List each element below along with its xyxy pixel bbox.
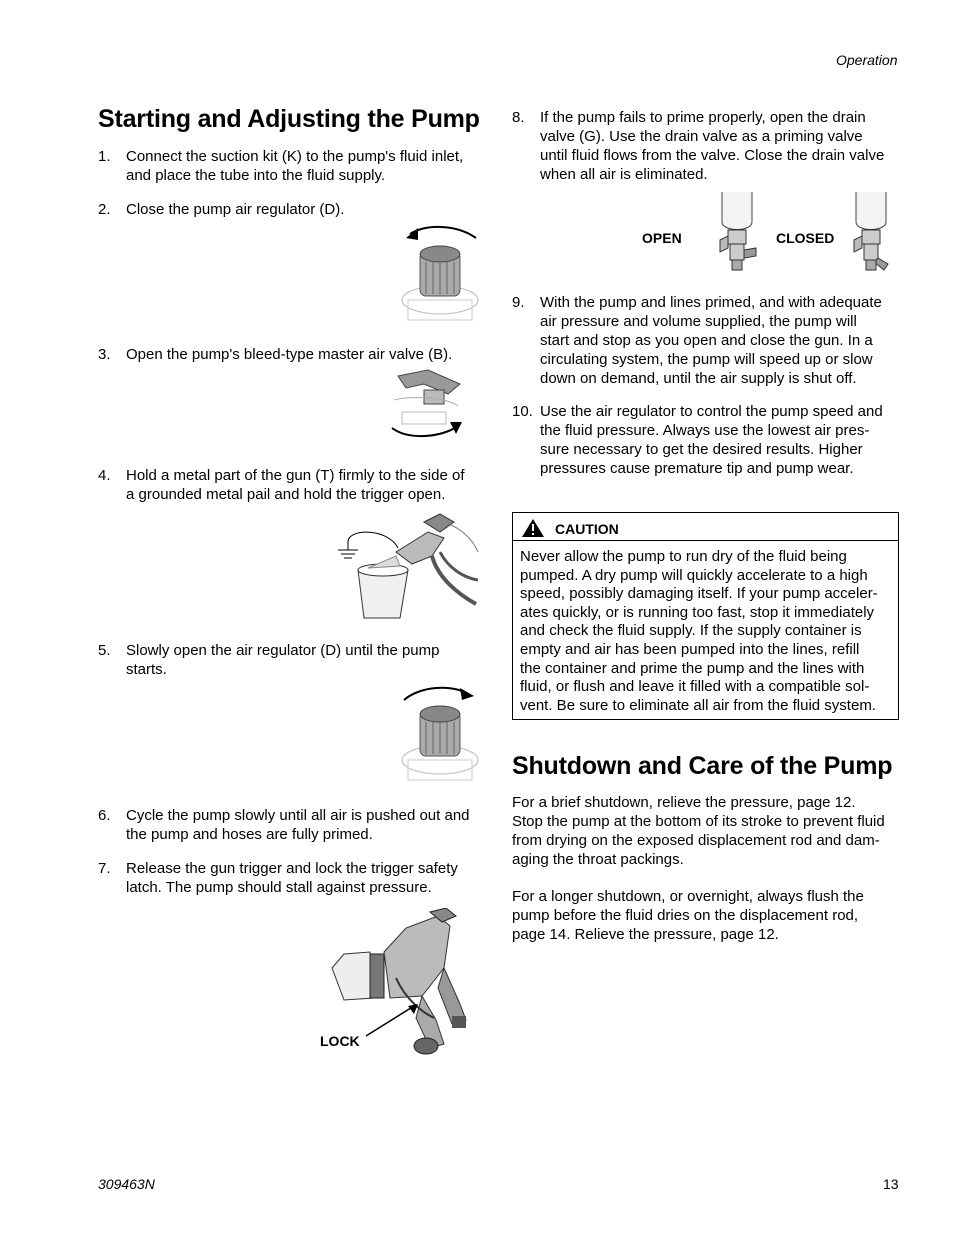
step-text-line: latch. The pump should stall against pressure. (126, 879, 432, 896)
step-text-line: pressures cause premature tip and pump wear. (540, 460, 854, 477)
step-text-line: and place the tube into the fluid supply. (126, 167, 386, 184)
step-text-line: Hold a metal part of the gun (T) firmly to the side of (126, 467, 465, 484)
section-title-shutdown: Shutdown and Care of the Pump (512, 752, 893, 780)
step-text-line: valve (G). Use the drain valve as a priming valve (540, 128, 863, 145)
paragraph-line: from drying on the exposed displacement rod and dam- (512, 832, 880, 849)
step-text-line: Cycle the pump slowly until all air is pushed out and (126, 807, 470, 824)
paragraph-line: pump before the fluid dries on the displacement rod, (512, 907, 859, 924)
caution-line: vent. Be sure to eliminate all air from the fluid system. (520, 696, 876, 714)
step-text-line: start and stop as you open and close the gun. In a (540, 332, 873, 349)
caution-box (512, 512, 899, 720)
step-text-line: sure necessary to get the desired results. Higher (540, 441, 863, 458)
page-number: 13 (883, 1176, 899, 1192)
step-3 (98, 345, 488, 365)
step-1 (98, 147, 488, 187)
step-5 (98, 641, 488, 681)
caution-line: and check the fluid supply. If the supply container is (520, 622, 862, 640)
step-text-line: Connect the suction kit (K) to the pump's fluid inlet, (126, 148, 464, 165)
lock-label: LOCK (320, 1033, 360, 1049)
caution-line: speed, possibly damaging itself. If your pump acceler- (520, 585, 878, 603)
step-text-line: circulating system, the pump will speed up or slow (540, 351, 873, 368)
step-text-line: Close the pump air regulator (D). (126, 201, 345, 218)
step-8 (512, 108, 902, 186)
step-text-line: until fluid flows from the valve. Close the drain valve (540, 147, 885, 164)
shutdown-paragraph-2 (512, 887, 902, 944)
section-title-starting: Starting and Adjusting the Pump (98, 105, 480, 133)
step-text-line: when all air is eliminated. (540, 166, 708, 183)
step-text-line: Open the pump's bleed-type master air valve (B). (126, 346, 453, 363)
open-label: OPEN (642, 230, 682, 246)
drain-valve-open-illustration (712, 192, 762, 274)
step-text-line: Use the air regulator to control the pump speed and (540, 403, 883, 420)
step-number: 5. (98, 642, 111, 659)
step-number: 1. (98, 148, 111, 165)
step-text-line: down on demand, until the air supply is shut off. (540, 370, 857, 387)
gun-pail-ground-illustration (328, 508, 480, 624)
step-number: 8. (512, 109, 525, 126)
running-header: Operation (836, 52, 898, 68)
step-text-line: If the pump fails to prime properly, open the drain (540, 109, 866, 126)
step-4 (98, 466, 488, 506)
step-number: 2. (98, 201, 111, 218)
step-number: 7. (98, 860, 111, 877)
step-text-line: Slowly open the air regulator (D) until the pump (126, 642, 440, 659)
caution-header (513, 513, 898, 541)
step-2 (98, 200, 488, 220)
caution-line: empty and air has been pumped into the lines, refill (520, 640, 860, 658)
step-text-line: air pressure and volume supplied, the pump will (540, 313, 857, 330)
caution-line: the container and prime the pump and the lines with (520, 659, 865, 677)
paragraph-line: aging the throat packings. (512, 851, 684, 868)
caution-title: CAUTION (555, 521, 619, 537)
step-number: 3. (98, 346, 111, 363)
step-text-line: Release the gun trigger and lock the trigger safety (126, 860, 458, 877)
paragraph-line: For a longer shutdown, or overnight, always flush the (512, 888, 864, 905)
step-text-line: With the pump and lines primed, and with adequate (540, 294, 882, 311)
caution-body (513, 541, 898, 715)
paragraph-line: Stop the pump at the bottom of its stroke to prevent fluid (512, 813, 885, 830)
caution-line: pumped. A dry pump will quickly accelerate to a high (520, 566, 868, 584)
step-text-line: the fluid pressure. Always use the lowest air pres- (540, 422, 870, 439)
step-number: 10. (512, 403, 533, 420)
regulator-open-illustration (396, 682, 482, 784)
step-number: 9. (512, 294, 525, 311)
step-number: 6. (98, 807, 111, 824)
step-number: 4. (98, 467, 111, 484)
step-6 (98, 806, 488, 846)
shutdown-paragraph-1 (512, 793, 902, 869)
warning-icon (521, 518, 545, 538)
bleed-valve-illustration (388, 366, 468, 452)
paragraph-line: For a brief shutdown, relieve the pressure, page 12. (512, 794, 856, 811)
caution-line: fluid, or flush and leave it filled with a compatible sol- (520, 678, 870, 696)
step-text-line: the pump and hoses are fully primed. (126, 826, 373, 843)
step-text-line: starts. (126, 661, 167, 678)
doc-number: 309463N (98, 1176, 155, 1192)
closed-label: CLOSED (776, 230, 835, 246)
regulator-close-illustration (396, 222, 482, 324)
paragraph-line: page 14. Relieve the pressure, page 12. (512, 926, 779, 943)
step-text-line: a grounded metal pail and hold the trigger open. (126, 486, 446, 503)
caution-line: ates quickly, or is running too fast, stop it immediately (520, 603, 875, 621)
step-7 (98, 859, 488, 899)
drain-valve-closed-illustration (846, 192, 896, 274)
caution-line: Never allow the pump to run dry of the fluid being (520, 548, 847, 565)
step-10 (512, 402, 902, 480)
step-9 (512, 293, 902, 389)
